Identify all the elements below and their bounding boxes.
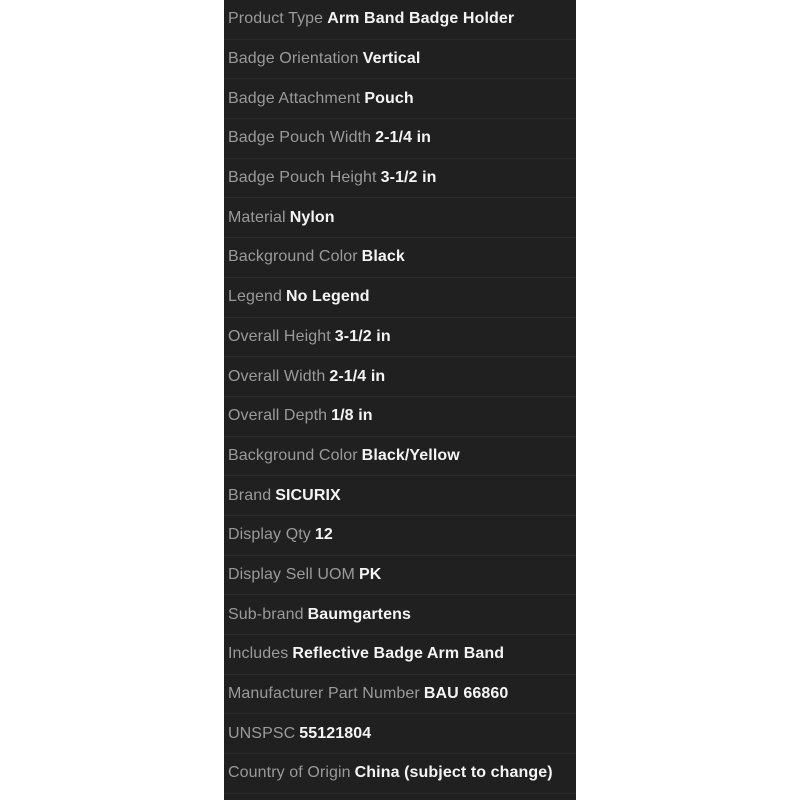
spec-label: Product Type xyxy=(228,10,324,28)
spec-row-brand xyxy=(224,476,576,516)
spec-label: Background Color xyxy=(228,248,358,266)
spec-value: Black xyxy=(361,248,405,266)
product-specs-panel xyxy=(224,0,576,800)
spec-label: Overall Depth xyxy=(228,407,328,425)
spec-value: SICURIX xyxy=(275,486,341,504)
spec-row-overall-depth xyxy=(224,397,576,437)
spec-value: Vertical xyxy=(362,50,421,68)
spec-value: 3-1/2 in xyxy=(380,169,437,187)
spec-label: Sub-brand xyxy=(228,605,304,623)
spec-row-background-color xyxy=(224,238,576,278)
spec-row-material xyxy=(224,198,576,238)
spec-row-product-type xyxy=(224,0,576,40)
spec-label: UNSPSC xyxy=(228,724,296,742)
spec-label: Legend xyxy=(228,288,282,306)
spec-label: Overall Height xyxy=(228,327,331,345)
spec-row-display-sell-uom xyxy=(224,556,576,596)
spec-value: 3-1/2 in xyxy=(334,327,391,345)
spec-label: Includes xyxy=(228,645,289,663)
spec-row-overall-height xyxy=(224,318,576,358)
spec-value: PK xyxy=(358,565,382,583)
spec-value: No Legend xyxy=(286,288,370,306)
spec-label: Overall Width xyxy=(228,367,326,385)
spec-value: Pouch xyxy=(364,89,414,107)
spec-row-overall-width xyxy=(224,357,576,397)
spec-value: BAU 66860 xyxy=(423,685,509,703)
spec-value: Nylon xyxy=(289,208,335,226)
spec-row-background-color-2 xyxy=(224,437,576,477)
spec-value: 12 xyxy=(314,526,333,544)
spec-value: 55121804 xyxy=(299,724,372,742)
spec-row-country-of-origin xyxy=(224,754,576,794)
spec-row-badge-pouch-height xyxy=(224,159,576,199)
spec-label: Brand xyxy=(228,486,272,504)
spec-row-includes xyxy=(224,635,576,675)
spec-row-badge-attachment xyxy=(224,79,576,119)
spec-row-manufacturer-part-number xyxy=(224,675,576,715)
spec-label: Material xyxy=(228,208,286,226)
spec-value: China (subject to change) xyxy=(354,764,553,782)
spec-value: 2-1/4 in xyxy=(329,367,386,385)
spec-label: Display Sell UOM xyxy=(228,565,355,583)
spec-value: 2-1/4 in xyxy=(375,129,432,147)
spec-label: Display Qty xyxy=(228,526,311,544)
spec-value: Black/Yellow xyxy=(361,446,460,464)
spec-row-unspsc xyxy=(224,714,576,754)
spec-value: Reflective Badge Arm Band xyxy=(292,645,505,663)
spec-label: Badge Attachment xyxy=(228,89,361,107)
spec-value: Arm Band Badge Holder xyxy=(327,10,515,28)
spec-label: Manufacturer Part Number xyxy=(228,685,420,703)
spec-value: 1/8 in xyxy=(331,407,373,425)
spec-label: Badge Orientation xyxy=(228,50,359,68)
spec-label: Country of Origin xyxy=(228,764,351,782)
spec-row-badge-orientation xyxy=(224,40,576,80)
spec-label: Badge Pouch Height xyxy=(228,169,377,187)
spec-row-display-qty xyxy=(224,516,576,556)
spec-row-sub-brand xyxy=(224,595,576,635)
spec-row-badge-pouch-width xyxy=(224,119,576,159)
spec-label: Background Color xyxy=(228,446,358,464)
spec-value: Baumgartens xyxy=(307,605,411,623)
spec-row-legend xyxy=(224,278,576,318)
spec-label: Badge Pouch Width xyxy=(228,129,372,147)
